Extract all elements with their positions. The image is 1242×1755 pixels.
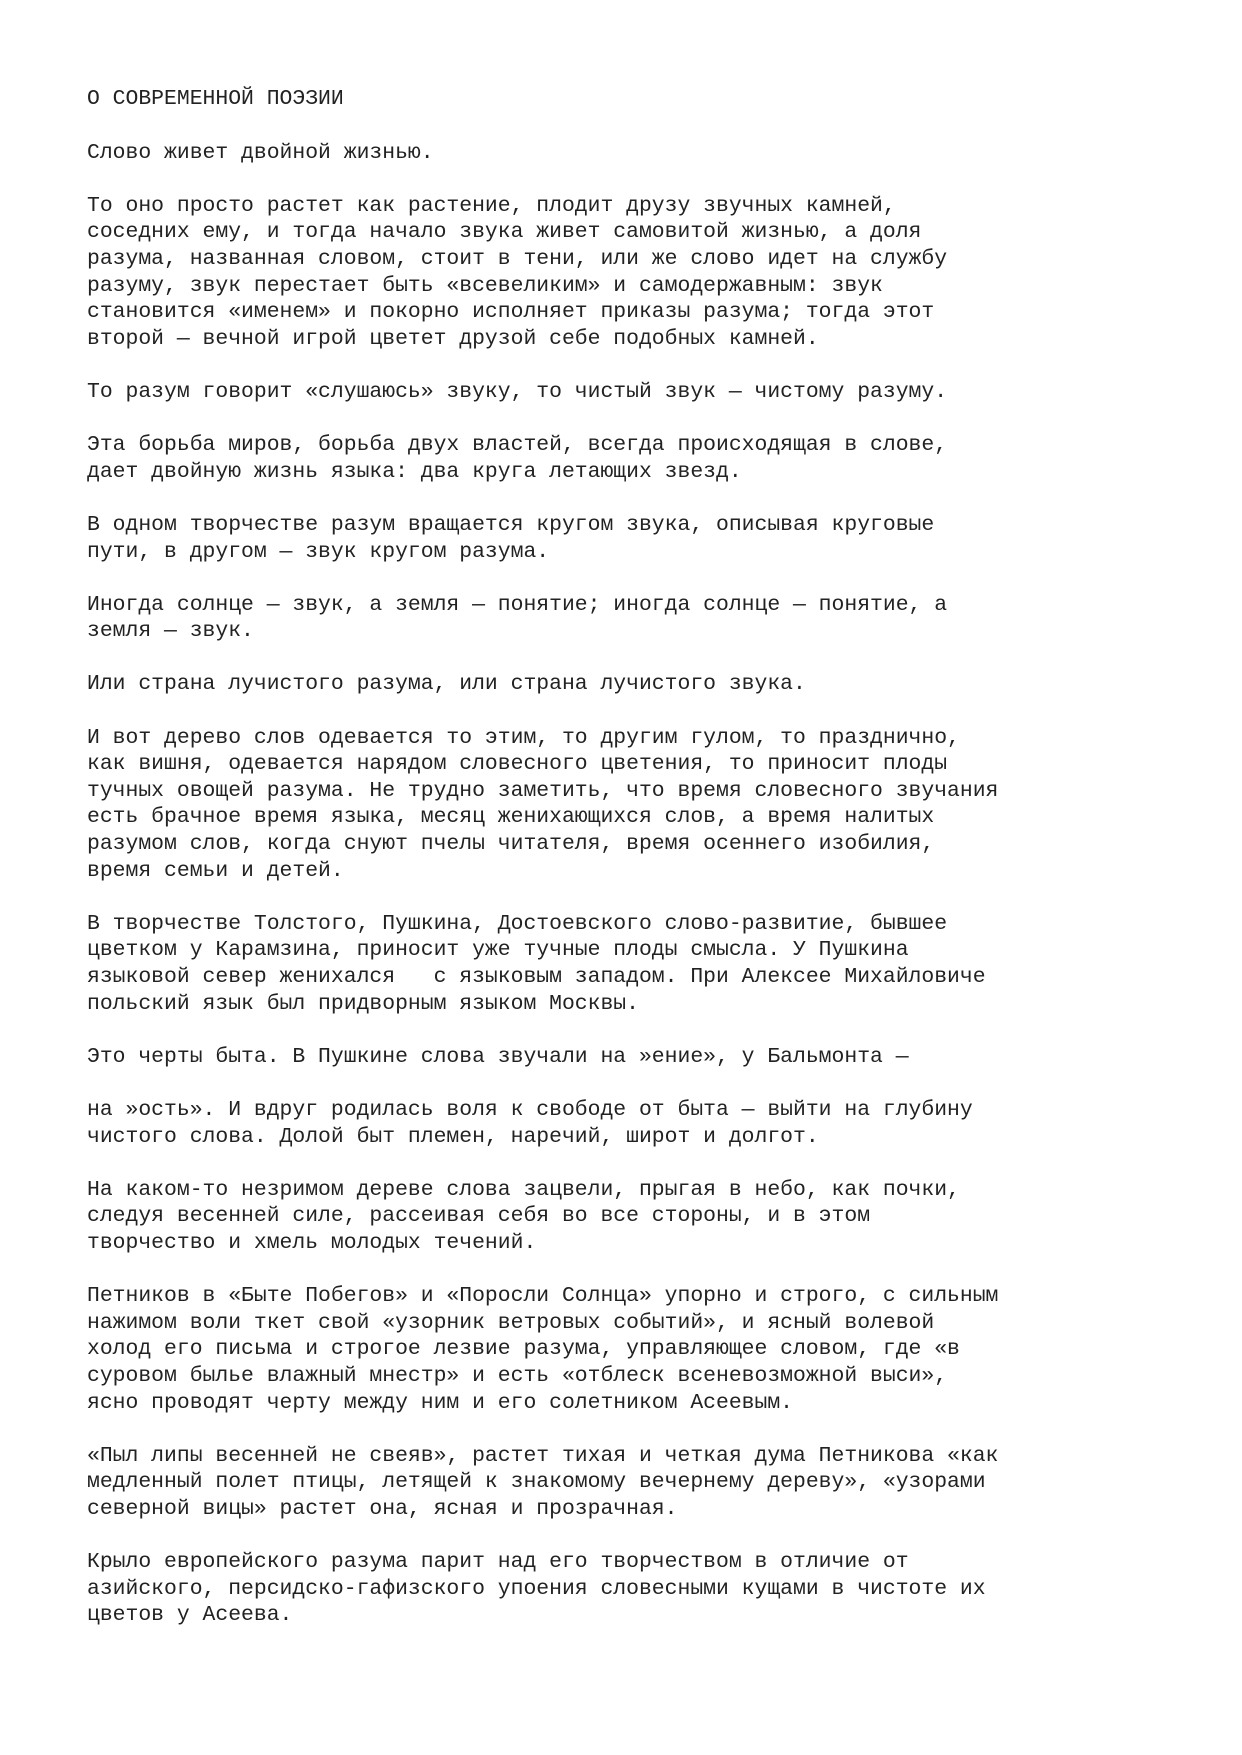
paragraph xyxy=(87,512,1197,565)
paragraph xyxy=(87,379,1197,406)
paragraph xyxy=(87,725,1197,885)
text-line: становится «именем» и покорно исполняет приказы разума; тогда этот xyxy=(87,300,935,325)
paragraph xyxy=(87,1044,1197,1071)
text-line: земля — звук. xyxy=(87,619,254,644)
paragraph xyxy=(87,193,1197,353)
text-line: дает двойную жизнь языка: два круга летающих звезд. xyxy=(87,459,742,484)
paragraph xyxy=(87,911,1197,1017)
text-line: тучных овощей разума. Не трудно заметить, что время словесного звучания xyxy=(87,778,999,803)
text-line: на »ость». И вдруг родилась воля к свободе от быта — выйти на глубину xyxy=(87,1097,973,1122)
text-line: разума, названная словом, стоит в тени, или же слово идет на службу xyxy=(87,246,948,271)
document-title: О СОВРЕМЕННОЙ ПОЭЗИИ xyxy=(87,87,344,111)
text-line: как вишня, одевается нарядом словесного цветения, то приносит плоды xyxy=(87,752,948,777)
text-line: польский язык был придворным языком Москвы. xyxy=(87,991,639,1016)
text-line: Петников в «Быте Побегов» и «Поросли Солнца» упорно и строго, с сильным xyxy=(87,1284,999,1309)
text-line: Слово живет двойной жизнью. xyxy=(87,140,434,165)
text-line: В одном творчестве разум вращается кругом звука, описывая круговые xyxy=(87,512,935,537)
text-line: ясно проводят черту между ним и его солетником Асеевым. xyxy=(87,1390,794,1415)
text-line: следуя весенней силе, рассеивая себя во все стороны, и в этом xyxy=(87,1204,871,1229)
text-line: суровом былье влажный мнестр» и есть «отблеск всеневозможной выси», xyxy=(87,1363,948,1388)
text-line: Крыло европейского разума парит над его творчеством в отличие от xyxy=(87,1550,909,1575)
text-line: И вот дерево слов одевается то этим, то другим гулом, то празднично, xyxy=(87,725,960,750)
text-line: творчество и хмель молодых течений. xyxy=(87,1230,537,1255)
text-line: второй — вечной игрой цветет друзой себе подобных камней. xyxy=(87,326,819,351)
text-line: азийского, персидско-гафизского упоения словесными кущами в чистоте их xyxy=(87,1576,986,1601)
text-line: Эта борьба миров, борьба двух властей, всегда происходящая в слове, xyxy=(87,433,948,458)
paragraph-list xyxy=(87,140,1197,1629)
paragraph xyxy=(87,592,1197,645)
text-line: Иногда солнце — звук, а земля — понятие; иногда солнце — понятие, а xyxy=(87,592,948,617)
text-line: есть брачное время языка, месяц женихающихся слов, а время налитых xyxy=(87,805,935,830)
text-line: цветком у Карамзина, приносит уже тучные плоды смысла. У Пушкина xyxy=(87,938,909,963)
text-line: То оно просто растет как растение, плодит друзу звучных камней, xyxy=(87,193,896,218)
text-line: То разум говорит «слушаюсь» звуку, то чистый звук — чистому разуму. xyxy=(87,379,948,404)
paragraph xyxy=(87,1443,1197,1523)
paragraph xyxy=(87,1097,1197,1150)
text-line: языковой север женихался с языковым западом. При Алексее Михайловиче xyxy=(87,965,986,989)
text-line: цветов у Асеева. xyxy=(87,1603,293,1628)
text-line: Это черты быта. В Пушкине слова звучали на »ение», у Бальмонта — xyxy=(87,1044,909,1069)
text-line: разумом слов, когда снуют пчелы читателя, время осеннего изобилия, xyxy=(87,832,935,857)
paragraph xyxy=(87,1283,1197,1416)
text-line: На каком-то незримом дереве слова зацвели, прыгая в небо, как почки, xyxy=(87,1177,960,1202)
text-line: холод его письма и строгое лезвие разума, управляющее словом, где «в xyxy=(87,1337,960,1362)
text-line: «Пыл липы весенней не свеяв», растет тихая и четкая дума Петникова «как xyxy=(87,1443,999,1468)
paragraph xyxy=(87,432,1197,485)
text-line: Или страна лучистого разума, или страна лучистого звука. xyxy=(87,672,806,697)
text-line: чистого слова. Долой быт племен, наречий, широт и долгот. xyxy=(87,1124,819,1149)
text-line: В творчестве Толстого, Пушкина, Достоевского слово-развитие, бывшее xyxy=(87,911,948,936)
text-line: медленный полет птицы, летящей к знакомому вечернему дереву», «узорами xyxy=(87,1470,986,1495)
paragraph xyxy=(87,140,1197,167)
text-line: северной вицы» растет она, ясная и прозрачная. xyxy=(87,1496,678,1521)
text-line: соседних ему, и тогда начало звука живет самовитой жизнью, а доля xyxy=(87,220,922,245)
text-line: нажимом воли ткет свой «узорник ветровых событий», и ясный волевой xyxy=(87,1310,935,1335)
document-body xyxy=(87,86,1197,1655)
text-line: время семьи и детей. xyxy=(87,858,344,883)
paragraph xyxy=(87,1549,1197,1629)
paragraph xyxy=(87,1177,1197,1257)
text-line: разуму, звук перестает быть «всевеликим» и самодержавным: звук xyxy=(87,273,883,298)
paragraph xyxy=(87,671,1197,698)
text-line: пути, в другом — звук кругом разума. xyxy=(87,539,550,564)
